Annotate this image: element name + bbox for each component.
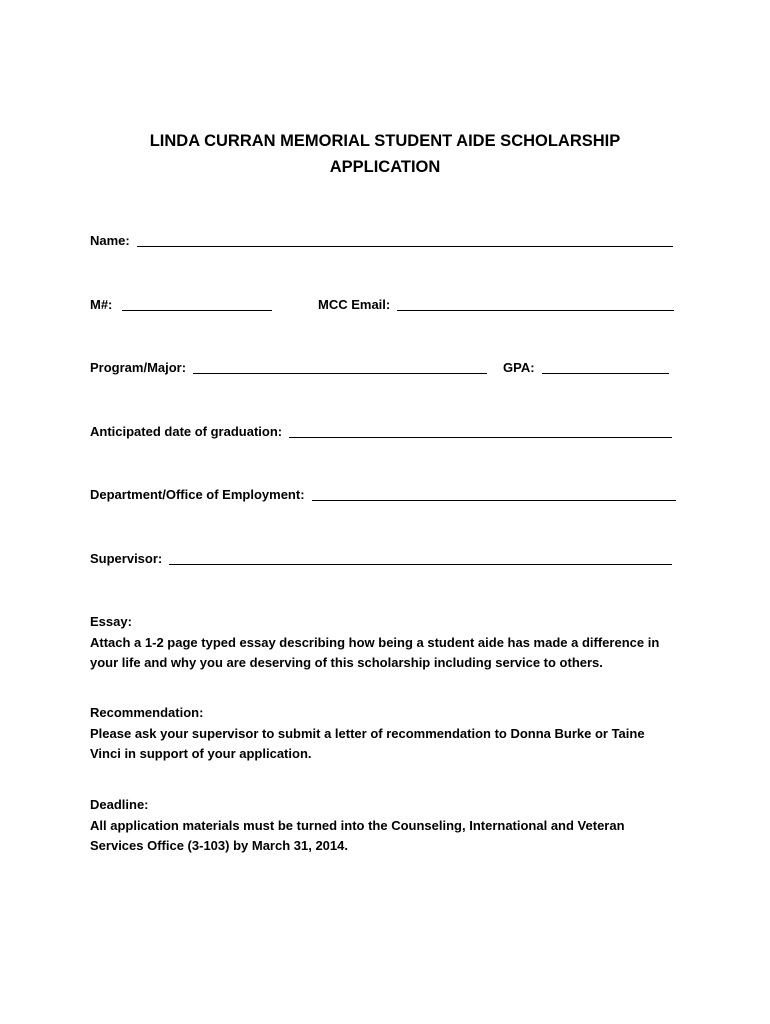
m-number-label: M#: <box>90 297 113 312</box>
mcc-email-label: MCC Email: <box>318 297 391 312</box>
deadline-line: All application materials must be turned into the Counseling, International and Veteran <box>90 817 625 833</box>
essay-section <box>90 612 659 674</box>
department-field[interactable] <box>312 488 676 501</box>
deadline-section <box>90 795 625 857</box>
gpa-row <box>503 358 669 378</box>
m-number-row <box>90 295 272 315</box>
m-number-field[interactable] <box>122 298 272 311</box>
department-row <box>90 485 676 505</box>
department-label: Department/Office of Employment: <box>90 487 305 502</box>
mcc-email-field[interactable] <box>397 298 674 311</box>
form-title <box>0 128 770 180</box>
recommendation-heading: Recommendation: <box>90 705 204 720</box>
essay-line: your life and why you are deserving of this scholarship including service to others. <box>90 655 603 670</box>
supervisor-row <box>90 549 672 569</box>
name-label: Name: <box>90 233 130 248</box>
deadline-line: Services Office (3-103) by March 31, 2014. <box>90 838 348 853</box>
supervisor-field[interactable] <box>169 552 672 565</box>
gpa-label: GPA: <box>503 360 535 375</box>
name-row <box>90 231 673 251</box>
deadline-heading: Deadline: <box>90 797 149 812</box>
graduation-date-row <box>90 422 672 442</box>
gpa-field[interactable] <box>542 361 669 374</box>
name-field[interactable] <box>137 234 673 247</box>
program-major-label: Program/Major: <box>90 360 187 375</box>
mcc-email-row <box>318 295 674 315</box>
recommendation-line: Please ask your supervisor to submit a letter of recommendation to Donna Burke or Taine <box>90 725 645 741</box>
program-major-row <box>90 358 487 378</box>
essay-heading: Essay: <box>90 614 132 629</box>
title-line-2: APPLICATION <box>329 158 441 176</box>
essay-line: Attach a 1-2 page typed essay describing how being a student aide has made a difference in <box>90 634 660 650</box>
graduation-date-label: Anticipated date of graduation: <box>90 424 283 439</box>
recommendation-line: Vinci in support of your application. <box>90 746 312 761</box>
program-major-field[interactable] <box>193 361 487 374</box>
graduation-date-field[interactable] <box>289 425 672 438</box>
title-line-1: LINDA CURRAN MEMORIAL STUDENT AIDE SCHOLARSHIP <box>149 132 621 150</box>
supervisor-label: Supervisor: <box>90 551 163 566</box>
recommendation-section <box>90 703 645 765</box>
